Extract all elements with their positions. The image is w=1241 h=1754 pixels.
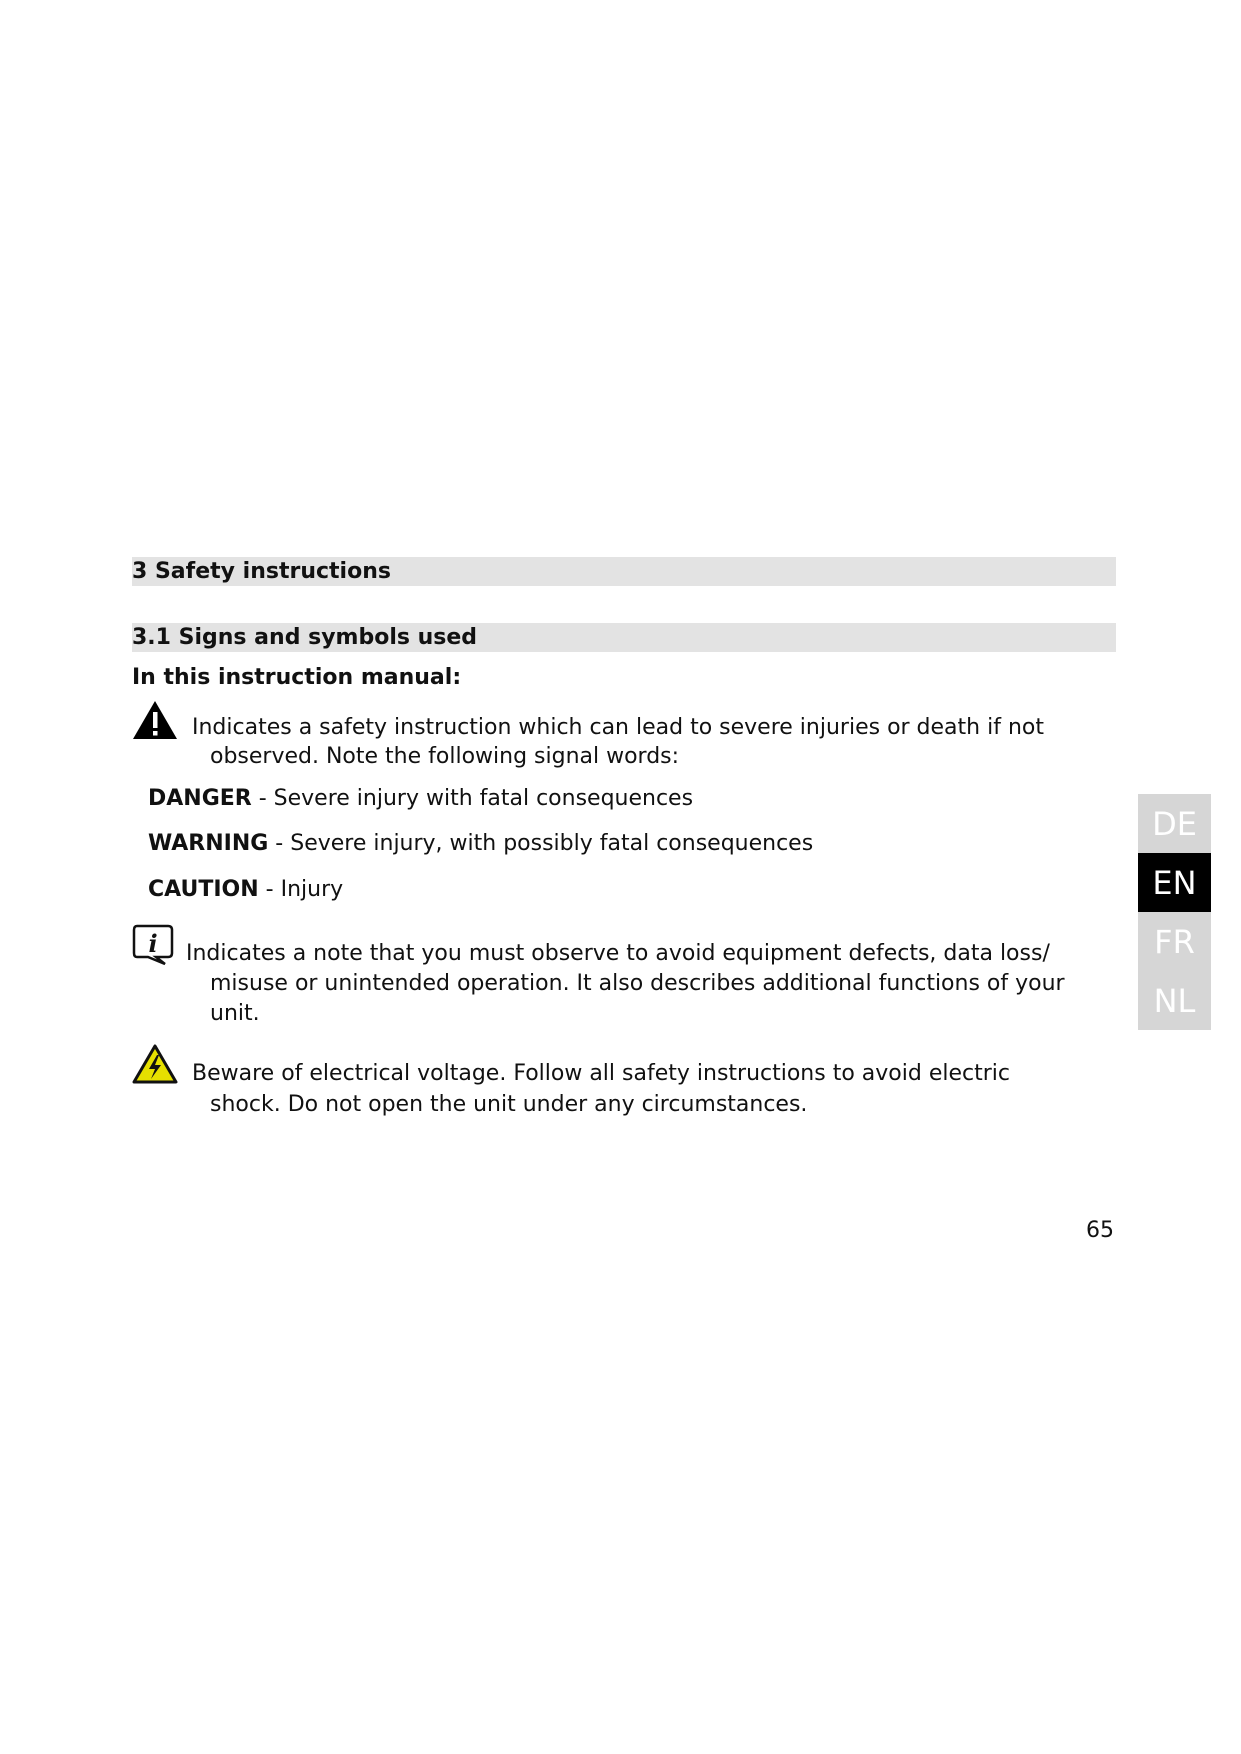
info-note-icon [132, 924, 174, 966]
section-heading [132, 557, 1116, 586]
note-description [186, 939, 1065, 1029]
warning-description [192, 713, 1044, 771]
signal-word-danger [148, 786, 693, 811]
subsection-heading [132, 623, 1116, 652]
note-line-1: Indicates a note that you must observe to avoid equipment defects, data loss/ [186, 941, 1050, 966]
voltage-line-2: shock. Do not open the unit under any circumstances. [210, 1092, 808, 1117]
signal-word-label: CAUTION [148, 877, 259, 902]
signal-word-text: - Severe injury, with possibly fatal consequences [268, 831, 814, 856]
voltage-description [192, 1058, 1010, 1120]
section-title: 3 Safety instructions [132, 559, 391, 584]
signal-word-label: DANGER [148, 786, 252, 811]
signal-word-caution [148, 877, 343, 902]
warning-line-1: Indicates a safety instruction which can lead to severe injuries or death if not [192, 715, 1044, 740]
language-tab-fr[interactable]: FR [1154, 922, 1195, 961]
language-tab-de[interactable]: DE [1152, 804, 1197, 843]
warning-line-2: observed. Note the following signal words: [210, 744, 680, 769]
language-tab-nl[interactable]: NL [1153, 981, 1196, 1020]
language-tab-en[interactable]: EN [1138, 853, 1211, 912]
note-line-2: misuse or unintended operation. It also describes additional functions of your [210, 971, 1065, 996]
electric-voltage-icon [132, 1044, 178, 1084]
warning-triangle-icon [132, 700, 178, 740]
subsection-title: 3.1 Signs and symbols used [132, 625, 478, 650]
signal-word-warning [148, 831, 813, 856]
signal-word-text: - Severe injury with fatal consequences [251, 786, 694, 811]
manual-subheading: In this instruction manual: [132, 665, 462, 690]
signal-word-label: WARNING [148, 831, 269, 856]
voltage-line-1: Beware of electrical voltage. Follow all safety instructions to avoid electric [192, 1061, 1010, 1086]
page-number: 65 [1086, 1218, 1114, 1243]
language-tabs [1138, 794, 1211, 1030]
note-line-3: unit. [210, 1001, 260, 1026]
svg-text:i: i [148, 929, 158, 958]
signal-word-text: - Injury [258, 877, 344, 902]
